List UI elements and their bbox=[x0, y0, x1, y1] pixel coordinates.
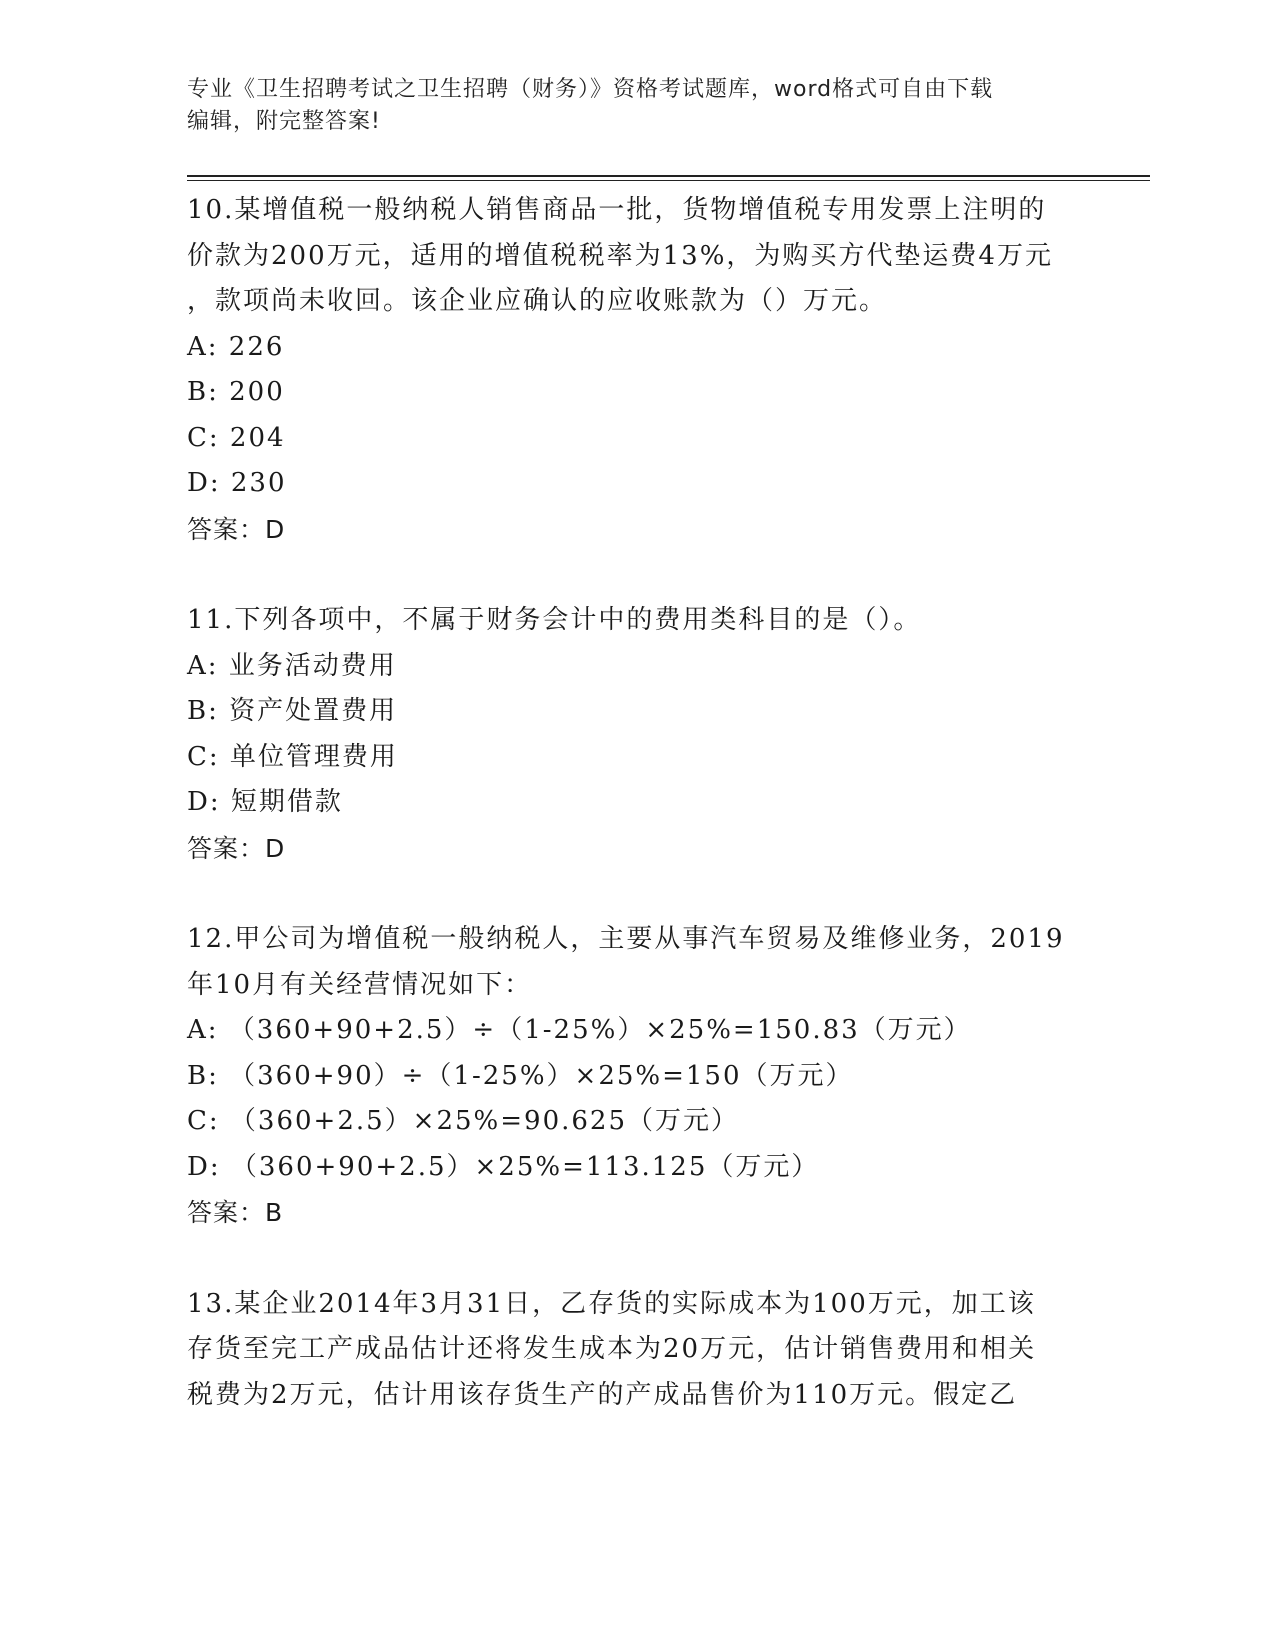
answer: 答案：D bbox=[187, 833, 286, 863]
option-c: C: 204 bbox=[187, 422, 286, 453]
header-rule bbox=[187, 175, 1150, 177]
question-list bbox=[187, 188, 1087, 1418]
option-b: B: 资产处置费用 bbox=[187, 696, 398, 726]
page-header bbox=[187, 74, 1087, 138]
question-11 bbox=[187, 598, 1087, 871]
option-d: D: 230 bbox=[187, 468, 287, 498]
spacer bbox=[187, 1236, 1087, 1282]
option-b: B: （360+90）÷（1-25%）×25%=150（万元） bbox=[187, 1060, 854, 1091]
header-line-2: 编辑，附完整答案! bbox=[187, 109, 381, 134]
header-rule-thin bbox=[187, 180, 1150, 181]
option-c: C: 单位管理费用 bbox=[187, 741, 398, 772]
question-12 bbox=[187, 917, 1087, 1236]
option-c: C: （360+2.5）×25%=90.625（万元） bbox=[187, 1106, 740, 1136]
question-stem-line: 税费为2万元，估计用该存货生产的产成品售价为110万元。假定乙 bbox=[187, 1379, 1018, 1410]
answer: 答案：B bbox=[187, 1198, 284, 1227]
answer: 答案：D bbox=[187, 514, 286, 544]
option-a: A: （360+90+2.5）÷（1-25%）×25%=150.83（万元） bbox=[187, 1015, 972, 1045]
question-stem-line: 10.某增值税一般纳税人销售商品一批，货物增值税专用发票上注明的 bbox=[187, 195, 1047, 225]
question-stem-line: 11.下列各项中，不属于财务会计中的费用类科目的是（）。 bbox=[187, 605, 922, 635]
option-d: D: （360+90+2.5）×25%=113.125（万元） bbox=[187, 1151, 820, 1182]
option-d: D: 短期借款 bbox=[187, 787, 343, 817]
spacer bbox=[187, 871, 1087, 917]
question-stem-line: 12.甲公司为增值税一般纳税人，主要从事汽车贸易及维修业务，2019 bbox=[187, 924, 1065, 954]
question-stem-line: 13.某企业2014年3月31日，乙存货的实际成本为100万元，加工该 bbox=[187, 1288, 1036, 1319]
option-b: B: 200 bbox=[187, 377, 285, 407]
option-a: A: 226 bbox=[187, 331, 285, 362]
spacer bbox=[187, 552, 1087, 598]
option-a: A: 业务活动费用 bbox=[187, 650, 397, 681]
question-stem-line: 存货至完工产成品估计还将发生成本为20万元，估计销售费用和相关 bbox=[187, 1334, 1037, 1364]
question-stem-line: 价款为200万元，适用的增值税税率为13%，为购买方代垫运费4万元 bbox=[187, 240, 1053, 271]
question-13 bbox=[187, 1282, 1087, 1419]
question-10 bbox=[187, 188, 1087, 552]
question-stem-line: ，款项尚未收回。该企业应确认的应收账款为（）万元。 bbox=[187, 286, 888, 316]
question-stem-line: 年10月有关经营情况如下： bbox=[187, 969, 533, 1000]
header-line-1: 专业《卫生招聘考试之卫生招聘（财务）》资格考试题库，word格式可自由下载 bbox=[187, 77, 994, 102]
